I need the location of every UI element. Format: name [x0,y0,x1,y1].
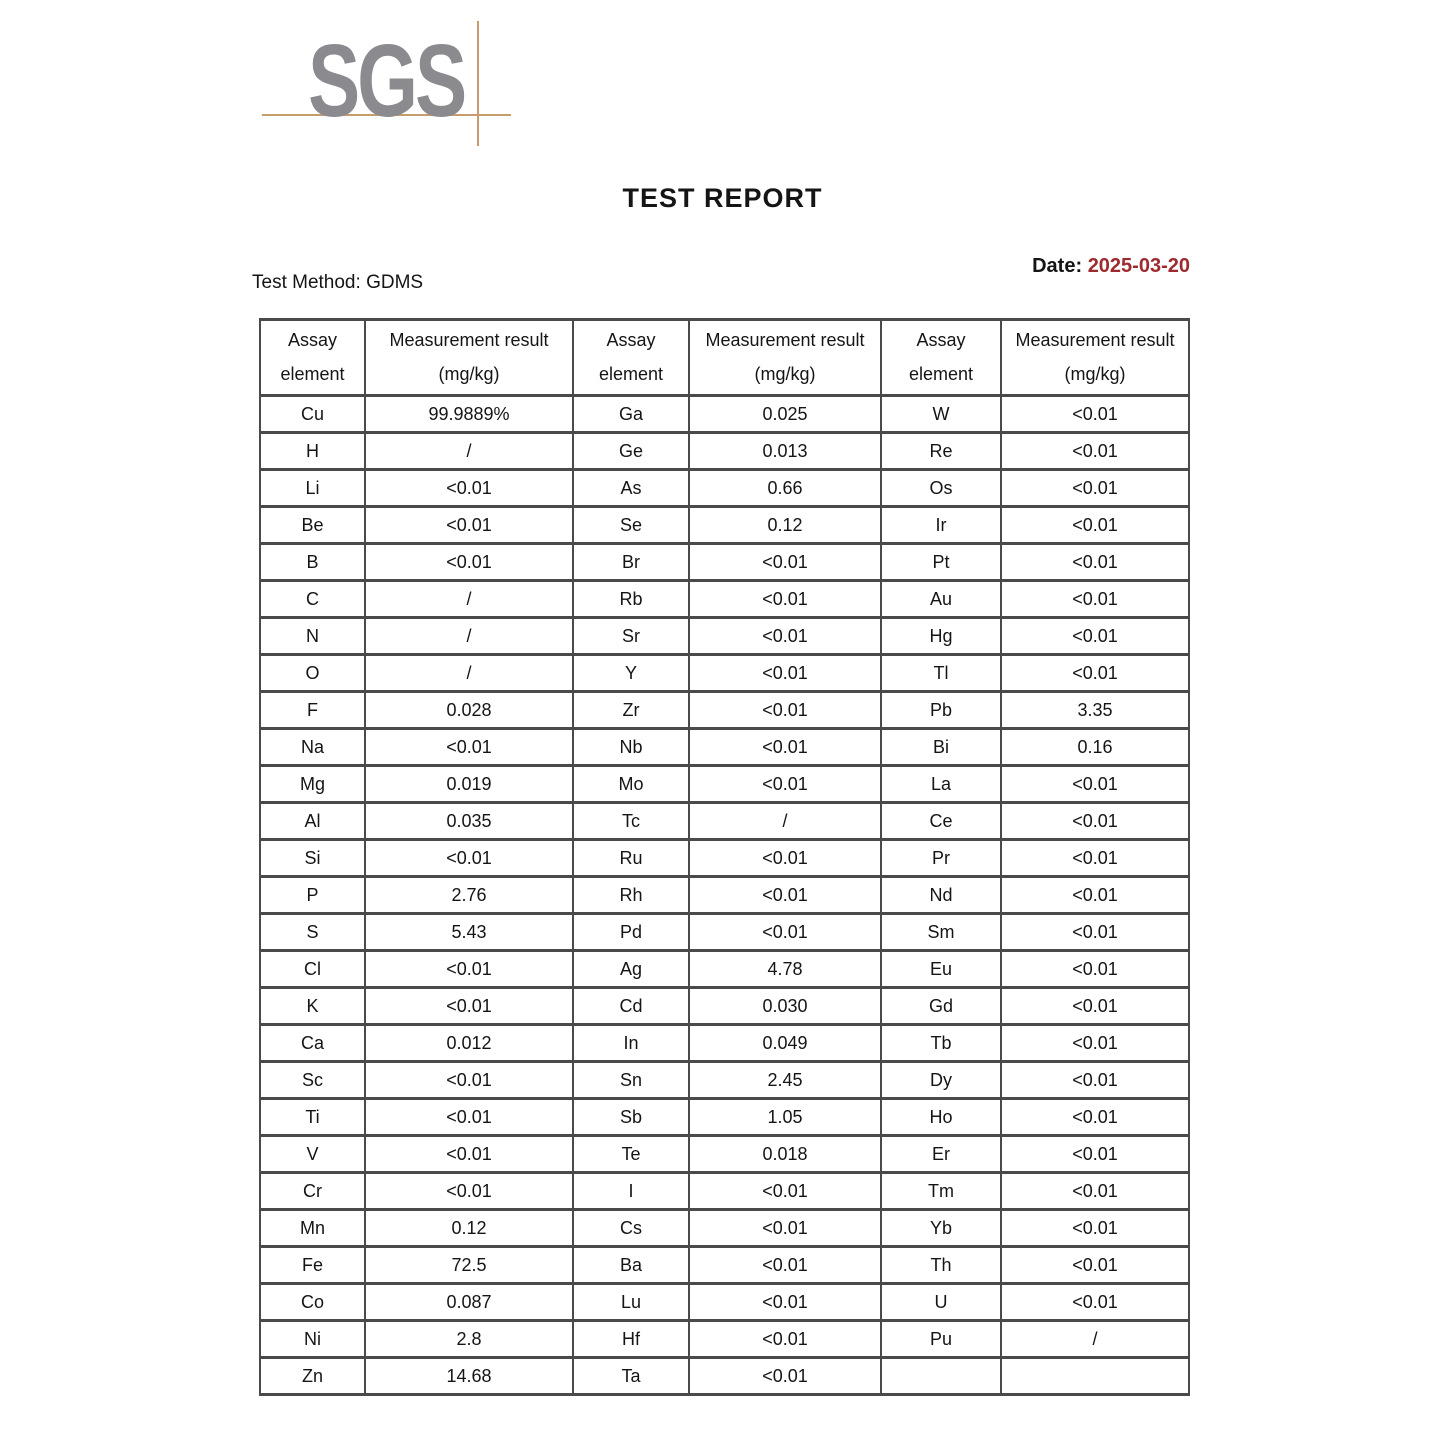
result-cell: 2.45 [689,1062,881,1099]
result-cell: <0.01 [1001,581,1189,618]
result-column-header: Measurement result (mg/kg) [1001,320,1189,396]
element-cell: Mo [573,766,689,803]
table-row [260,618,1189,655]
element-cell: Ti [260,1099,365,1136]
element-cell: Os [881,470,1001,507]
result-cell: <0.01 [689,655,881,692]
element-cell: Pr [881,840,1001,877]
table-row [260,988,1189,1025]
element-cell: Au [881,581,1001,618]
date-value: 2025-03-20 [1087,255,1190,277]
element-cell: Br [573,544,689,581]
element-cell: Rh [573,877,689,914]
element-cell: H [260,433,365,470]
result-cell: <0.01 [365,729,573,766]
result-cell: 14.68 [365,1358,573,1395]
result-cell: 72.5 [365,1247,573,1284]
element-cell: Y [573,655,689,692]
result-cell: <0.01 [1001,618,1189,655]
element-cell: Sm [881,914,1001,951]
table-row [260,1210,1189,1247]
result-cell: 0.030 [689,988,881,1025]
table-row [260,507,1189,544]
result-cell: 1.05 [689,1099,881,1136]
element-cell: V [260,1136,365,1173]
element-cell: Co [260,1284,365,1321]
result-cell: <0.01 [689,729,881,766]
table-row [260,396,1189,433]
table-row [260,1136,1189,1173]
result-cell: <0.01 [1001,951,1189,988]
result-cell: <0.01 [1001,507,1189,544]
result-cell: <0.01 [1001,544,1189,581]
result-cell: <0.01 [1001,766,1189,803]
result-cell: <0.01 [1001,470,1189,507]
result-cell: <0.01 [689,692,881,729]
result-cell: <0.01 [365,951,573,988]
element-cell: Sr [573,618,689,655]
test-method [252,272,423,294]
result-column-header: Measurement result (mg/kg) [689,320,881,396]
result-cell: <0.01 [1001,840,1189,877]
element-cell: Pd [573,914,689,951]
element-cell: Ba [573,1247,689,1284]
table-row [260,544,1189,581]
result-cell: 0.12 [365,1210,573,1247]
result-cell: <0.01 [1001,988,1189,1025]
result-cell: 0.013 [689,433,881,470]
table-row [260,1025,1189,1062]
element-cell: N [260,618,365,655]
result-cell: <0.01 [689,1173,881,1210]
table-row [260,1173,1189,1210]
element-cell: W [881,396,1001,433]
element-cell: I [573,1173,689,1210]
element-cell: Li [260,470,365,507]
result-cell: 0.035 [365,803,573,840]
table-row [260,655,1189,692]
result-cell: <0.01 [1001,1247,1189,1284]
element-cell: Sc [260,1062,365,1099]
table-row [260,951,1189,988]
result-cell: 2.76 [365,877,573,914]
result-cell: 0.12 [689,507,881,544]
table-row [260,1358,1189,1395]
sgs-logo-text: SGS [308,23,465,138]
result-cell: <0.01 [1001,433,1189,470]
element-cell: Cl [260,951,365,988]
element-cell: K [260,988,365,1025]
result-cell: / [1001,1321,1189,1358]
table-row [260,840,1189,877]
date-label: Date: [1032,255,1083,277]
result-cell: <0.01 [689,1247,881,1284]
element-cell: Ge [573,433,689,470]
element-cell: S [260,914,365,951]
element-cell: P [260,877,365,914]
result-cell: 3.35 [1001,692,1189,729]
result-cell: 0.028 [365,692,573,729]
result-cell: <0.01 [1001,1136,1189,1173]
element-cell: Eu [881,951,1001,988]
element-cell: Pu [881,1321,1001,1358]
logo-vertical-accent-line [477,21,479,146]
element-cell: Sb [573,1099,689,1136]
table-row [260,729,1189,766]
element-cell: F [260,692,365,729]
element-cell: Be [260,507,365,544]
result-cell: <0.01 [365,1136,573,1173]
result-cell: <0.01 [689,877,881,914]
element-cell: Ta [573,1358,689,1395]
element-cell: Pb [881,692,1001,729]
table-row [260,1284,1189,1321]
element-column-header: Assay element [881,320,1001,396]
element-cell: Cu [260,396,365,433]
element-cell: Ir [881,507,1001,544]
result-cell: <0.01 [365,470,573,507]
result-cell: 4.78 [689,951,881,988]
assay-table-body [260,396,1189,1395]
result-column-header: Measurement result (mg/kg) [365,320,573,396]
result-cell: / [365,618,573,655]
result-cell: <0.01 [1001,914,1189,951]
element-cell: U [881,1284,1001,1321]
element-cell: As [573,470,689,507]
result-cell: 0.019 [365,766,573,803]
element-cell: La [881,766,1001,803]
element-cell: Ce [881,803,1001,840]
element-cell [881,1358,1001,1395]
result-cell: <0.01 [365,1099,573,1136]
result-cell: / [689,803,881,840]
result-cell: 0.018 [689,1136,881,1173]
result-cell: <0.01 [365,988,573,1025]
table-row [260,877,1189,914]
result-cell: 5.43 [365,914,573,951]
page-title: TEST REPORT [622,183,823,213]
result-cell: <0.01 [689,766,881,803]
element-cell: C [260,581,365,618]
table-row [260,1099,1189,1136]
result-cell: <0.01 [365,507,573,544]
element-cell: Re [881,433,1001,470]
result-cell: <0.01 [1001,655,1189,692]
assay-results-table [259,318,1190,1396]
element-cell: Dy [881,1062,1001,1099]
result-cell: <0.01 [1001,803,1189,840]
table-row [260,581,1189,618]
result-cell: 0.012 [365,1025,573,1062]
element-cell: B [260,544,365,581]
element-cell: Ni [260,1321,365,1358]
result-cell: 0.66 [689,470,881,507]
result-cell: <0.01 [689,1358,881,1395]
element-cell: Yb [881,1210,1001,1247]
result-cell: <0.01 [1001,877,1189,914]
element-cell: Zn [260,1358,365,1395]
result-cell: / [365,581,573,618]
result-cell: <0.01 [689,581,881,618]
result-cell: / [365,655,573,692]
result-cell: <0.01 [1001,1025,1189,1062]
element-cell: Ho [881,1099,1001,1136]
result-cell: <0.01 [1001,1062,1189,1099]
result-cell: <0.01 [365,544,573,581]
table-row [260,1062,1189,1099]
result-cell: <0.01 [689,618,881,655]
element-cell: Hg [881,618,1001,655]
element-cell: Gd [881,988,1001,1025]
result-cell: <0.01 [689,544,881,581]
element-column-header: Assay element [260,320,365,396]
element-cell: Al [260,803,365,840]
element-cell: Ag [573,951,689,988]
element-cell: Mg [260,766,365,803]
element-cell: Cr [260,1173,365,1210]
element-cell: In [573,1025,689,1062]
element-cell: Ga [573,396,689,433]
element-cell: Ru [573,840,689,877]
element-column-header: Assay element [573,320,689,396]
element-cell: Tl [881,655,1001,692]
sgs-logo [260,15,530,165]
element-cell: Tb [881,1025,1001,1062]
element-cell: Na [260,729,365,766]
element-cell: Hf [573,1321,689,1358]
result-cell: <0.01 [365,1062,573,1099]
result-cell: 0.025 [689,396,881,433]
element-cell: Nd [881,877,1001,914]
element-cell: Lu [573,1284,689,1321]
result-cell: <0.01 [365,1173,573,1210]
result-cell [1001,1358,1189,1395]
element-cell: Se [573,507,689,544]
element-cell: Te [573,1136,689,1173]
result-cell: <0.01 [689,1321,881,1358]
assay-table-head [260,320,1189,396]
result-cell: 2.8 [365,1321,573,1358]
result-cell: <0.01 [689,1284,881,1321]
element-cell: Rb [573,581,689,618]
element-cell: O [260,655,365,692]
element-cell: Si [260,840,365,877]
result-cell: <0.01 [1001,396,1189,433]
element-cell: Tm [881,1173,1001,1210]
element-cell: Fe [260,1247,365,1284]
element-cell: Th [881,1247,1001,1284]
element-cell: Nb [573,729,689,766]
table-row [260,1321,1189,1358]
table-row [260,766,1189,803]
result-cell: / [365,433,573,470]
element-cell: Pt [881,544,1001,581]
element-cell: Ca [260,1025,365,1062]
element-cell: Cs [573,1210,689,1247]
test-method-label: Test Method: [252,272,361,293]
result-cell: <0.01 [689,914,881,951]
result-cell: <0.01 [365,840,573,877]
table-row [260,692,1189,729]
report-date [1032,255,1190,278]
table-row [260,803,1189,840]
table-row [260,470,1189,507]
element-cell: Mn [260,1210,365,1247]
result-cell: 99.9889% [365,396,573,433]
table-row [260,914,1189,951]
element-cell: Cd [573,988,689,1025]
element-cell: Tc [573,803,689,840]
result-cell: <0.01 [1001,1284,1189,1321]
result-cell: <0.01 [1001,1210,1189,1247]
result-cell: 0.087 [365,1284,573,1321]
header-row [260,320,1189,396]
element-cell: Bi [881,729,1001,766]
result-cell: <0.01 [689,1210,881,1247]
element-cell: Er [881,1136,1001,1173]
element-cell: Sn [573,1062,689,1099]
result-cell: <0.01 [1001,1099,1189,1136]
result-cell: 0.049 [689,1025,881,1062]
result-cell: <0.01 [1001,1173,1189,1210]
result-cell: <0.01 [689,840,881,877]
table-row [260,1247,1189,1284]
element-cell: Zr [573,692,689,729]
table-row [260,433,1189,470]
test-method-value: GDMS [366,272,424,293]
result-cell: 0.16 [1001,729,1189,766]
